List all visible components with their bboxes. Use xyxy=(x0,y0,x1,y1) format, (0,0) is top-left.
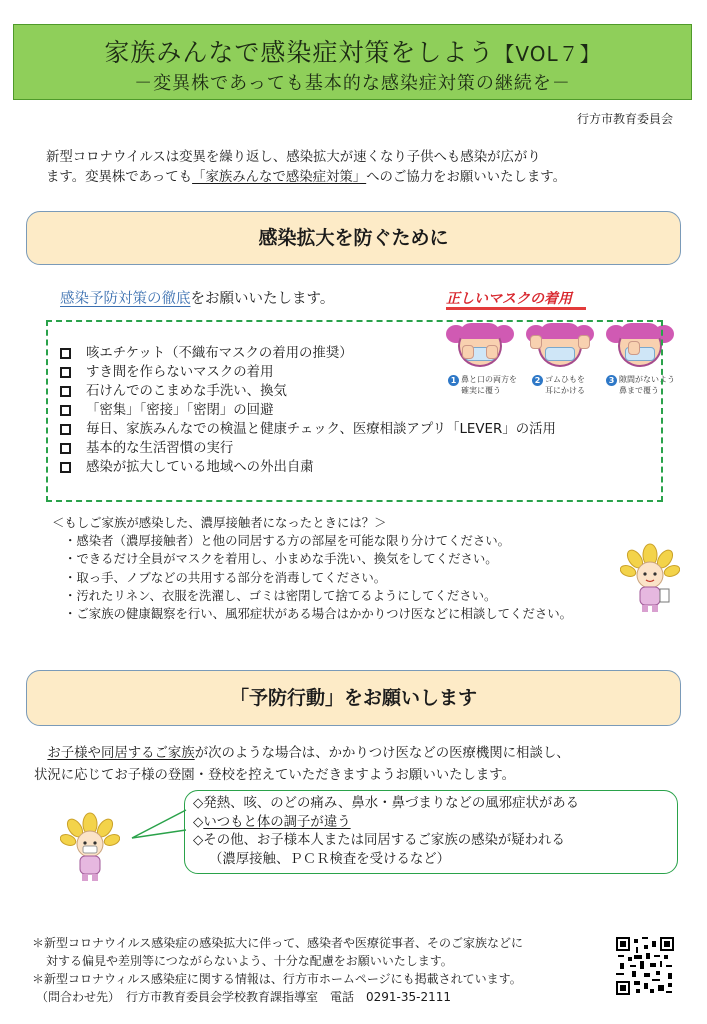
page-subtitle: －変異株であっても基本的な感染症対策の継続を－ xyxy=(134,73,571,94)
if-infected-item: ・感染者（濃厚接触者）と他の同居する方の部屋を可能な限り分けてください。 xyxy=(64,533,511,549)
checklist-item xyxy=(60,401,556,420)
intro-highlight: 「家族みんなで感染症対策」 xyxy=(192,170,367,185)
checkbox-icon xyxy=(60,462,71,473)
checklist-item-text: 感染が拡大している地域への外出自粛 xyxy=(86,460,314,475)
if-infected-item: ・ご家族の健康観察を行い、風邪症状がある場合はかかりつけ医などに相談してください。 xyxy=(64,606,573,622)
checklist-item xyxy=(60,439,556,458)
symptom-marker: ◇ xyxy=(193,814,204,830)
checklist-item-text: 石けんでのこまめな手洗い、換気 xyxy=(86,384,287,399)
title-text: 家族みんなで感染症対策をしよう xyxy=(104,38,495,67)
step-text: 鼻と口の両方を xyxy=(461,375,517,384)
request-line-1 xyxy=(34,743,570,765)
footer-note: 対する偏見や差別等につながらないよう、十分な配慮をお願いいたします。 xyxy=(46,954,453,968)
request-line-1-rest: が次のような場合は、かかりつけ医などの医療機関に相談し、 xyxy=(194,746,570,761)
request-paragraph xyxy=(34,743,570,787)
mascot-icon xyxy=(60,812,120,884)
qr-code-icon[interactable] xyxy=(616,937,674,995)
checkbox-icon xyxy=(60,386,71,397)
symptom-highlight: いつもと体の調子が違う xyxy=(203,814,351,830)
intro-line-2 xyxy=(46,168,676,188)
checklist-item xyxy=(60,420,556,439)
lead-rest: をお願いいたします。 xyxy=(190,291,335,307)
footer-note: ＊新型コロナウイルス感染症の感染拡大に伴って、感染者や医療従事者、そのご家族などに xyxy=(32,936,524,950)
symptom-note: （濃厚接触、ＰＣＲ検査を受けるなど） xyxy=(209,851,451,867)
footer-contact: （問合わせ先） 行方市教育委員会学校教育課指導室 電話 0291-35-2111 xyxy=(36,990,452,1004)
symptom-item xyxy=(193,814,677,833)
mask-title-underline xyxy=(446,307,586,310)
step-number: 2 xyxy=(532,375,543,386)
step-text: 鼻まで覆う xyxy=(619,386,659,395)
checkbox-icon xyxy=(60,348,71,359)
request-line-2: 状況に応じてお子様の登園・登校を控えていただきますようお願いいたします。 xyxy=(34,768,515,783)
step-number: 3 xyxy=(606,375,617,386)
checklist-item xyxy=(60,382,556,401)
checklist-item-text: 咳エチケット（不織布マスクの着用の推奨） xyxy=(86,346,353,361)
step-text: 確実に覆う xyxy=(461,386,501,395)
checkbox-icon xyxy=(60,405,71,416)
step-text: 隙間がないよう xyxy=(619,375,675,384)
volume-label: 【VOL７】 xyxy=(494,42,601,66)
mascot-icon xyxy=(620,543,680,615)
if-infected-item: ・取っ手、ノブなどの共用する部分を消毒してください。 xyxy=(64,569,387,585)
mask-guide-title: 正しいマスクの着用 xyxy=(446,291,572,307)
request-highlight: お子様や同居するご家族 xyxy=(47,746,195,761)
checklist-item-text: 「密集」「密接」「密閉」の回避 xyxy=(86,403,274,418)
section-banner-action: 「予防行動」をお願いします xyxy=(26,670,681,726)
footer-note: ＊新型コロナウィルス感染症に関する情報は、行方市ホームページにも掲載されています。 xyxy=(32,972,522,986)
checklist-item xyxy=(60,458,556,477)
checklist-item xyxy=(60,363,556,382)
symptom-item: ◇発熱、咳、のどの痛み、鼻水・鼻づまりなどの風邪症状がある xyxy=(193,796,580,811)
if-infected-section xyxy=(52,514,572,623)
speech-bubble-tail xyxy=(130,808,188,844)
page-title xyxy=(14,33,691,69)
checkbox-icon xyxy=(60,424,71,435)
issuer: 行方市教育委員会 xyxy=(576,112,673,126)
header-banner xyxy=(13,24,692,100)
section-banner-prevention: 感染拡大を防ぐために xyxy=(26,211,681,265)
checklist-item-text: 毎日、家族みんなでの検温と健康チェック、医療相談アプリ「LEVER」の活用 xyxy=(86,422,556,437)
intro-line-2-before: ます。変異株であっても xyxy=(46,170,193,185)
prevention-checklist xyxy=(60,344,556,477)
step-number: 1 xyxy=(448,375,459,386)
if-infected-heading: ＜もしご家族が感染した、濃厚接触者になったときには？＞ xyxy=(52,515,387,530)
intro-paragraph xyxy=(46,148,676,188)
step-text: ゴムひもを xyxy=(545,375,585,384)
symptom-item: ◇その他、お子様本人または同居するご家族の感染が疑われる xyxy=(193,833,565,848)
intro-line-2-after: へのご協力をお願いいたします。 xyxy=(366,170,566,185)
checkbox-icon xyxy=(60,443,71,454)
step-text: 耳にかける xyxy=(545,386,585,395)
lead-highlight: 感染予防対策の徹底 xyxy=(60,291,191,307)
footer-notes xyxy=(32,934,523,1006)
if-infected-item: ・できるだけ全員がマスクを着用し、小まめな手洗い、換気をしてください。 xyxy=(64,551,498,567)
checklist-item xyxy=(60,344,556,363)
symptom-bubble xyxy=(184,790,678,874)
if-infected-item: ・汚れたリネン、衣服を洗濯し、ゴミは密閉して捨てるようにしてください。 xyxy=(64,587,497,603)
intro-line-1: 新型コロナウイルスは変異を繰り返し、感染拡大が速くなり子供へも感染が広がり xyxy=(46,150,541,165)
checkbox-icon xyxy=(60,367,71,378)
checklist-item-text: すき間を作らないマスクの着用 xyxy=(86,365,274,380)
prevention-lead xyxy=(60,287,334,308)
checklist-item-text: 基本的な生活習慣の実行 xyxy=(86,441,234,456)
